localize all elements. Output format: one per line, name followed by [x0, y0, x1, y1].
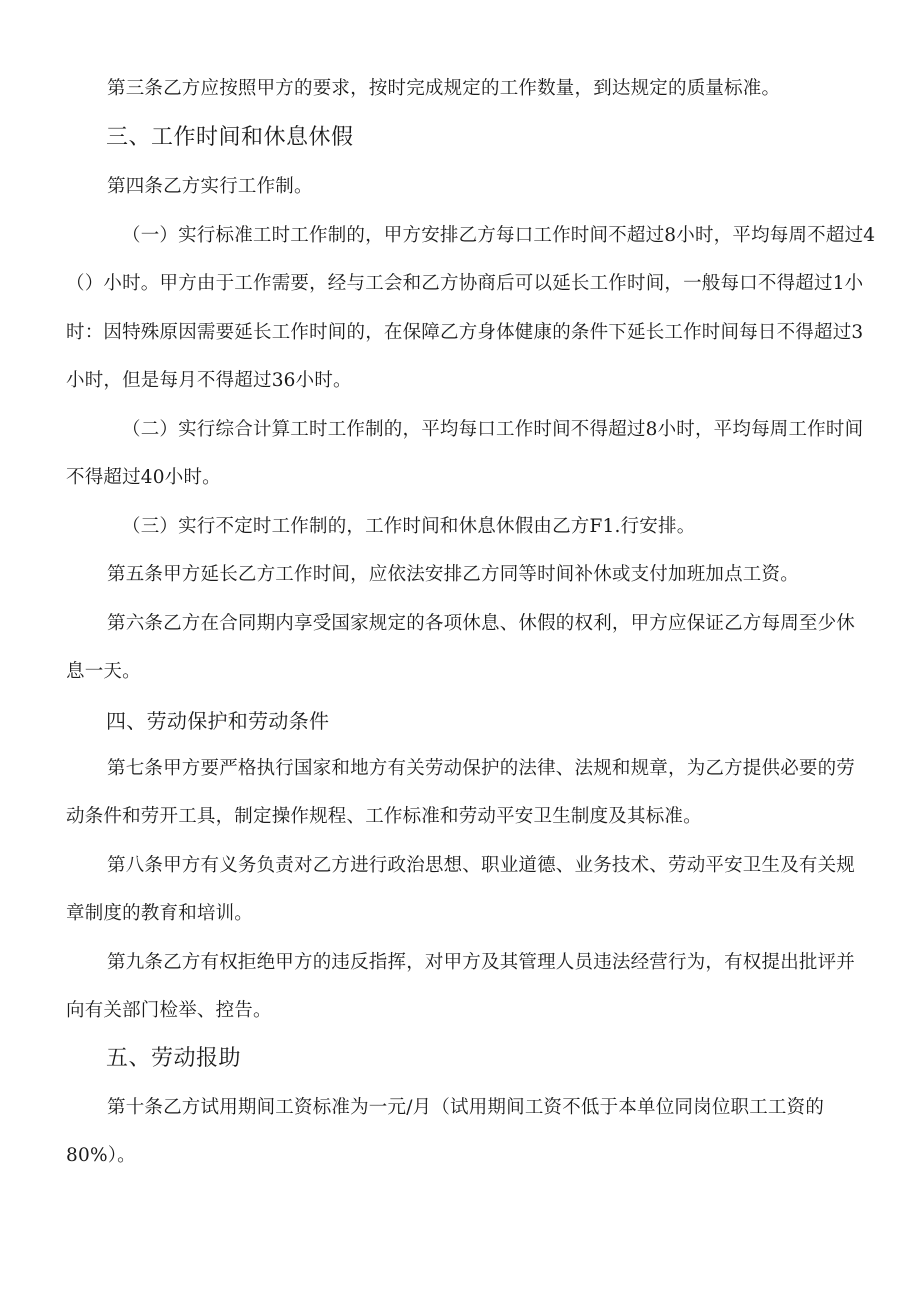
- article-10-line-1: 第十条乙方试用期间工资标准为一元/月（试用期间工资不低于本单位同岗位职工工资的: [107, 1097, 825, 1118]
- article-10-line-2: 80%）。: [66, 1145, 136, 1166]
- article-8-line-1: 第八条甲方有义务负责对乙方进行政治思想、职业道德、业务技术、劳动平安卫生及有关规: [107, 855, 856, 876]
- clause-4-2-line-1: （二）实行综合计算工时工作制的，平均每口工作时间不得超过8小时，平均每周工作时间: [122, 419, 864, 440]
- section-4-heading: 四、劳动保护和劳动条件: [106, 709, 330, 733]
- clause-4-3-text: （三）实行不定时工作制的，工作时间和休息休假由乙方F1.行安排。: [122, 516, 696, 537]
- article-6-line-1: 第六条乙方在合同期内享受国家规定的各项休息、休假的权利，甲方应保证乙方每周至少休: [107, 613, 856, 634]
- article-5-text: 第五条甲方延长乙方工作时间，应依法安排乙方同等时间补休或支付加班加点工资。: [107, 564, 799, 585]
- article-4-text: 第四条乙方实行工作制。: [107, 176, 313, 197]
- article-7-line-2: 动条件和劳开工具，制定操作规程、工作标准和劳动平安卫生制度及其标准。: [66, 806, 702, 827]
- article-9-line-2: 向有关部门检举、控告。: [66, 1000, 272, 1021]
- clause-4-2-line-2: 不得超过40小时。: [66, 467, 221, 488]
- section-3-heading: 三、工作时间和休息休假: [106, 125, 354, 150]
- article-8-line-2: 章制度的教育和培训。: [66, 903, 254, 924]
- article-7-line-1: 第七条甲方要严格执行国家和地方有关劳动保护的法律、法规和规章，为乙方提供必要的劳: [107, 758, 856, 779]
- article-6-line-2: 息一天。: [66, 661, 141, 682]
- section-5-heading: 五、劳动报助: [106, 1046, 242, 1071]
- article-3-text: 第三条乙方应按照甲方的要求，按时完成规定的工作数量，到达规定的质量标准。: [107, 78, 781, 99]
- clause-4-1-line-3: 时：因特殊原因需要延长工作时间的，在保障乙方身体健康的条件下延长工作时间每日不得超过3: [66, 322, 864, 343]
- clause-4-1-line-4: 小时，但是每月不得超过36小时。: [66, 370, 352, 391]
- clause-4-1-line-2: （）小时。甲方由于工作需要，经与工会和乙方协商后可以延长工作时间，一般每口不得超过1小: [66, 273, 864, 294]
- article-9-line-1: 第九条乙方有权拒绝甲方的违反指挥，对甲方及其管理人员违法经营行为，有权提出批评并: [107, 952, 856, 973]
- clause-4-1-line-1: （一）实行标准工时工作制的，甲方安排乙方每口工作时间不超过8小时，平均每周不超过4: [122, 225, 876, 246]
